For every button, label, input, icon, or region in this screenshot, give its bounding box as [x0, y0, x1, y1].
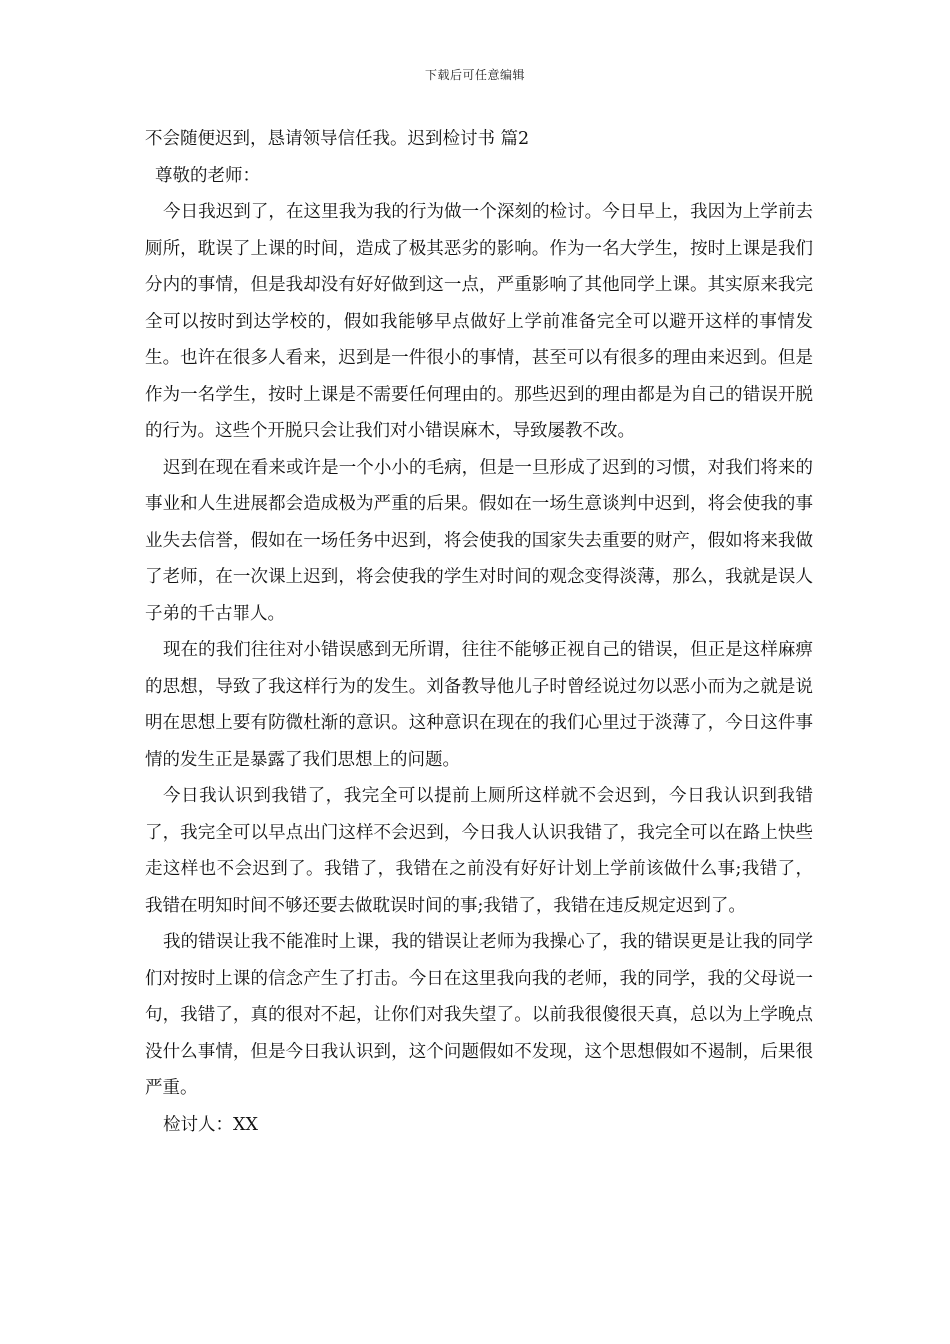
paragraph-2: 迟到在现在看来或许是一个小小的毛病，但是一旦形成了迟到的习惯，对我们将来的事业和人生进展都会造成极为严重的后果。假如在一场生意谈判中迟到，将会使我的事业失去信誉，假如在一场任务中迟到，将会使我的国家失去重要的财产，假如将来我做了老师，在一次课上迟到，将会使我的学生对时间的观念变得淡薄，那么，我就是误人子弟的千古罪人。 — [145, 457, 813, 624]
continuation-line: 不会随便迟到，恳请领导信任我。迟到检讨书 篇2 — [145, 129, 530, 149]
document-body — [145, 121, 813, 1143]
paragraph-3: 现在的我们往往对小错误感到无所谓，往往不能够正视自己的错误，但正是这样麻痹的思想，导致了我这样行为的发生。刘备教导他儿子时曾经说过勿以恶小而为之就是说明在思想上要有防微杜渐的意识。这种意识在现在的我们心里过于淡薄了，今日这件事情的发生正是暴露了我们思想上的问题。 — [145, 640, 813, 770]
paragraph-5: 我的错误让我不能准时上课，我的错误让老师为我操心了，我的错误更是让我的同学们对按时上课的信念产生了打击。今日在这里我向我的老师，我的同学，我的父母说一句，我错了，真的很对不起，让你们对我失望了。以前我很傻很天真，总以为上学晚点没什么事情，但是今日我认识到，这个问题假如不发现，这个思想假如不遏制，后果很严重。 — [145, 932, 813, 1098]
page-header-note: 下载后可任意编辑 — [424, 68, 525, 82]
salutation: 尊敬的老师： — [155, 165, 260, 186]
paragraph-1: 今日我迟到了，在这里我为我的行为做一个深刻的检讨。今日早上，我因为上学前去厕所，耽误了上课的时间，造成了极其恶劣的影响。作为一名大学生，按时上课是我们分内的事情，但是我却没有好好做到这一点，严重影响了其他同学上课。其实原来我完全可以按时到达学校的，假如我能够早点做好上学前准备完全可以避开这样的事情发生。也许在很多人看来，迟到是一件很小的事情，甚至可以有很多的理由来迟到。但是作为一名学生，按时上课是不需要任何理由的。那些迟到的理由都是为自己的错误开脱的行为。这些个开脱只会让我们对小错误麻木，导致屡教不改。 — [145, 202, 813, 441]
paragraph-4: 今日我认识到我错了，我完全可以提前上厕所这样就不会迟到，今日我认识到我错了，我完全可以早点出门这样不会迟到，今日我人认识我错了，我完全可以在路上快些走这样也不会迟到了。我错了，我错在之前没有好好计划上学前该做什么事;我错了，我错在明知时间不够还要去做耽误时间的事;我错了，我错在违反规定迟到了。 — [145, 786, 813, 916]
signature-line: 检讨人：XX — [163, 1114, 258, 1135]
